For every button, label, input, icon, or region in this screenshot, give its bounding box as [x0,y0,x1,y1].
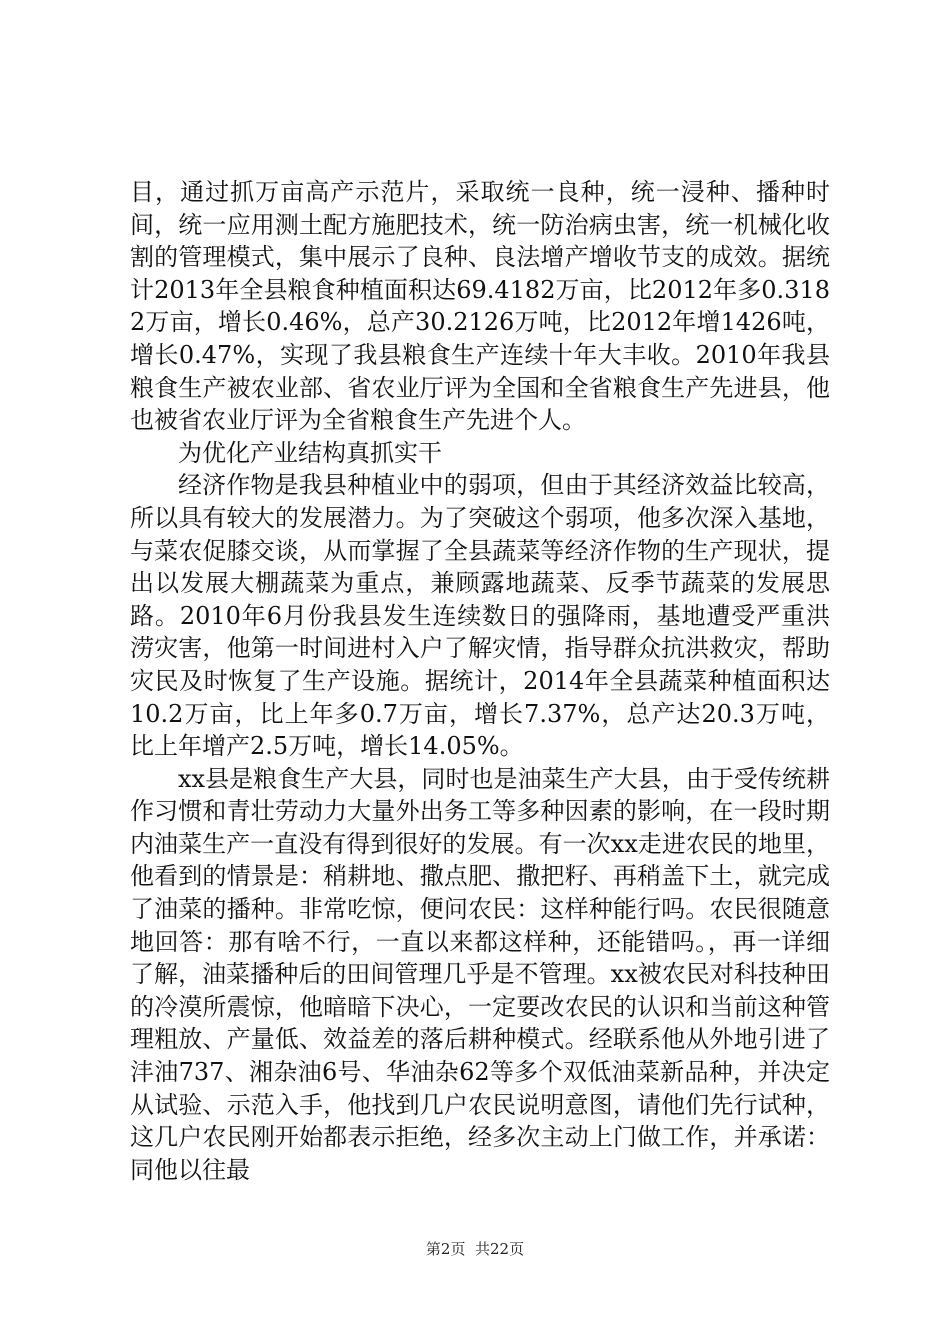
paragraph-rapeseed: xx县是粮食生产大县，同时也是油菜生产大县，由于受传统耕作习惯和青壮劳动力大量外出务工等多种因素的影响，在一段时期内油菜生产一直没有得到很好的发展。有一次xx走进农民的地里，他看到的情景是：稍耕地、撒点肥、撒把籽、再稍盖下土，就完成了油菜的播种。非常吃惊，便问农民：这样种能行吗。农民很随意地回答：那有啥不行，一直以来都这样种，还能错吗。，再一详细了解，油菜播种后的田间管理几乎是不管理。xx被农民对科技种田的冷漠所震惊，他暗暗下决心，一定要改农民的认识和当前这种管理粗放、产量低、效益差的落后耕种模式。经联系他从外地引进了沣油737、湘杂油6号、华油杂62等多个双低油菜新品种，并决定从试验、示范入手，他找到几户农民说明意图，请他们先行试种，这几户农民刚开始都表示拒绝，经多次主动上门做工作，并承诺：同他以往最 [130,764,830,1184]
page-number: 第2页 [425,1240,466,1258]
paragraph-vegetables: 经济作物是我县种植业中的弱项，但由于其经济效益比较高，所以具有较大的发展潜力。为了突破这个弱项，他多次深入基地，与菜农促膝交谈，从而掌握了全县蔬菜等经济作物的生产现状，提出以发展大棚蔬菜为重点，兼顾露地蔬菜、反季节蔬菜的发展思路。2010年6月份我县发生连续数日的强降雨，基地遭受严重洪涝灾害，他第一时间进村入户了解灾情，指导群众抗洪救灾，帮助灾民及时恢复了生产设施。据统计，2014年全县蔬菜种植面积达10.2万亩，比上年多0.7万亩，增长7.37%，总产达20.3万吨，比上年增产2.5万吨，增长14.05%。 [130,471,830,761]
page-total: 共22页 [475,1240,525,1258]
section-heading: 为优化产业结构真抓实干 [178,438,442,467]
document-body [130,176,830,1186]
page-footer [0,1238,950,1259]
paragraph-grain-statistics: 目，通过抓万亩高产示范片，采取统一良种，统一浸种、播种时间，统一应用测土配方施肥技术，统一防治病虫害，统一机械化收割的管理模式，集中展示了良种、良法增产增收节支的成效。据统计2013年全县粮食种植面积达69.4182万亩，比2012年多0.3182万亩，增长0.46%，总产30.2126万吨，比2012年增1426吨，增长0.47%，实现了我县粮食生产连续十年大丰收。2010年我县粮食生产被农业部、省农业厅评为全国和全省粮食生产先进县，他也被省农业厅评为全省粮食生产先进个人。 [130,178,830,435]
